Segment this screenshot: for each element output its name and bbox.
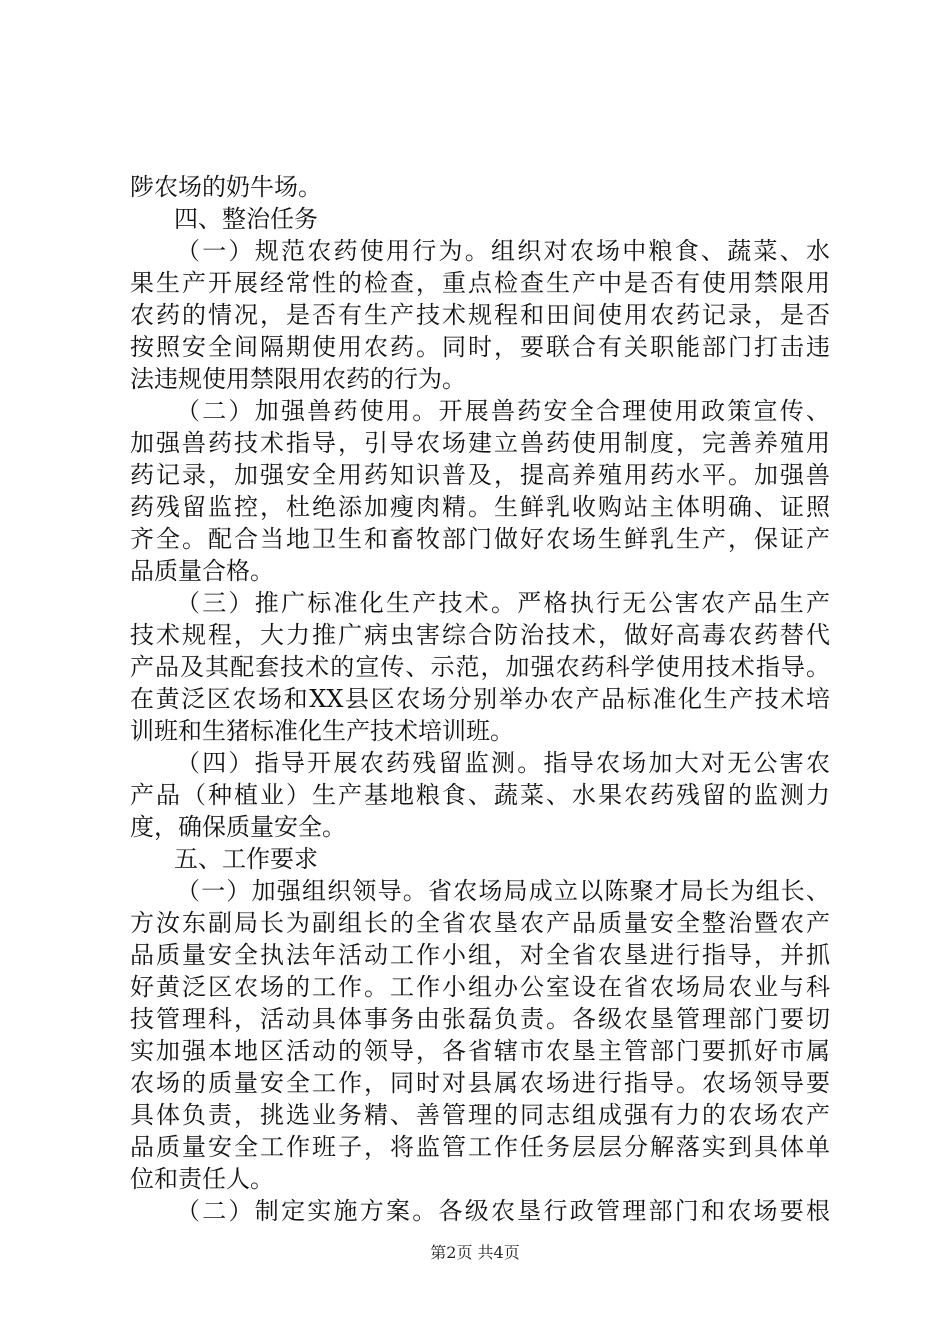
text-line: 农药的情况，是否有生产技术规程和田间使用农药记录，是否	[130, 301, 830, 329]
paragraph-first-line: （四）指导开展农药残留监测。指导农场加大对无公害农	[176, 749, 830, 777]
text-line: 品质量合格。	[130, 557, 274, 585]
text-line: 法违规使用禁限用农药的行为。	[130, 365, 466, 393]
text-line: 位和责任人。	[130, 1165, 274, 1193]
text-line: 产品及其配套技术的宣传、示范，加强农药科学使用技术指导。	[130, 653, 830, 681]
text-line: 度，确保质量安全。	[130, 813, 346, 841]
text-line: 品质量安全执法年活动工作小组，对全省农垦进行指导，并抓	[130, 941, 830, 969]
paragraph-first-line: （一）加强组织领导。省农场局成立以陈聚才局长为组长、	[176, 877, 830, 905]
paragraph-first-line: （二）加强兽药使用。开展兽药安全合理使用政策宣传、	[176, 397, 830, 425]
paragraph-first-line: （三）推广标准化生产技术。严格执行无公害农产品生产	[176, 589, 830, 617]
text-line: 品质量安全工作班子，将监管工作任务层层分解落实到具体单	[130, 1133, 830, 1161]
text-line: 训班和生猪标准化生产技术培训班。	[130, 717, 514, 745]
text-line: 方汝东副局长为副组长的全省农垦农产品质量安全整治暨农产	[130, 909, 830, 937]
page-number-footer: 第2页 共4页	[430, 1243, 520, 1262]
text-line: 技管理科，活动具体事务由张磊负责。各级农垦管理部门要切	[130, 1005, 830, 1033]
text-line: 产品（种植业）生产基地粮食、蔬菜、水果农药残留的监测力	[130, 781, 830, 809]
text-line: 齐全。配合当地卫生和畜牧部门做好农场生鲜乳生产，保证产	[130, 525, 830, 553]
text-line: 加强兽药技术指导，引导农场建立兽药使用制度，完善养殖用	[130, 429, 830, 457]
text-line: 陟农场的奶牛场。	[130, 173, 322, 201]
text-line: 按照安全间隔期使用农药。同时，要联合有关职能部门打击违	[130, 333, 830, 361]
text-line: 技术规程，大力推广病虫害综合防治技术，做好高毒农药替代	[130, 621, 830, 649]
section-heading: 五、工作要求	[174, 845, 318, 873]
text-line: 药残留监控，杜绝添加瘦肉精。生鲜乳收购站主体明确、证照	[130, 493, 830, 521]
section-heading: 四、整治任务	[174, 205, 318, 233]
paragraph-first-line: （二）制定实施方案。各级农垦行政管理部门和农场要根	[176, 1197, 830, 1225]
document-body	[130, 171, 830, 1227]
text-line: 果生产开展经常性的检查，重点检查生产中是否有使用禁限用	[130, 269, 830, 297]
text-line: 农场的质量安全工作，同时对县属农场进行指导。农场领导要	[130, 1069, 830, 1097]
text-line: 在黄泛区农场和XX县区农场分别举办农产品标准化生产技术培	[130, 685, 830, 713]
text-line: 药记录，加强安全用药知识普及，提高养殖用药水平。加强兽	[130, 461, 830, 489]
paragraph-first-line: （一）规范农药使用行为。组织对农场中粮食、蔬菜、水	[176, 237, 830, 265]
text-line: 具体负责，挑选业务精、善管理的同志组成强有力的农场农产	[130, 1101, 830, 1129]
text-line: 实加强本地区活动的领导，各省辖市农垦主管部门要抓好市属	[130, 1037, 830, 1065]
text-line: 好黄泛区农场的工作。工作小组办公室设在省农场局农业与科	[130, 973, 830, 1001]
